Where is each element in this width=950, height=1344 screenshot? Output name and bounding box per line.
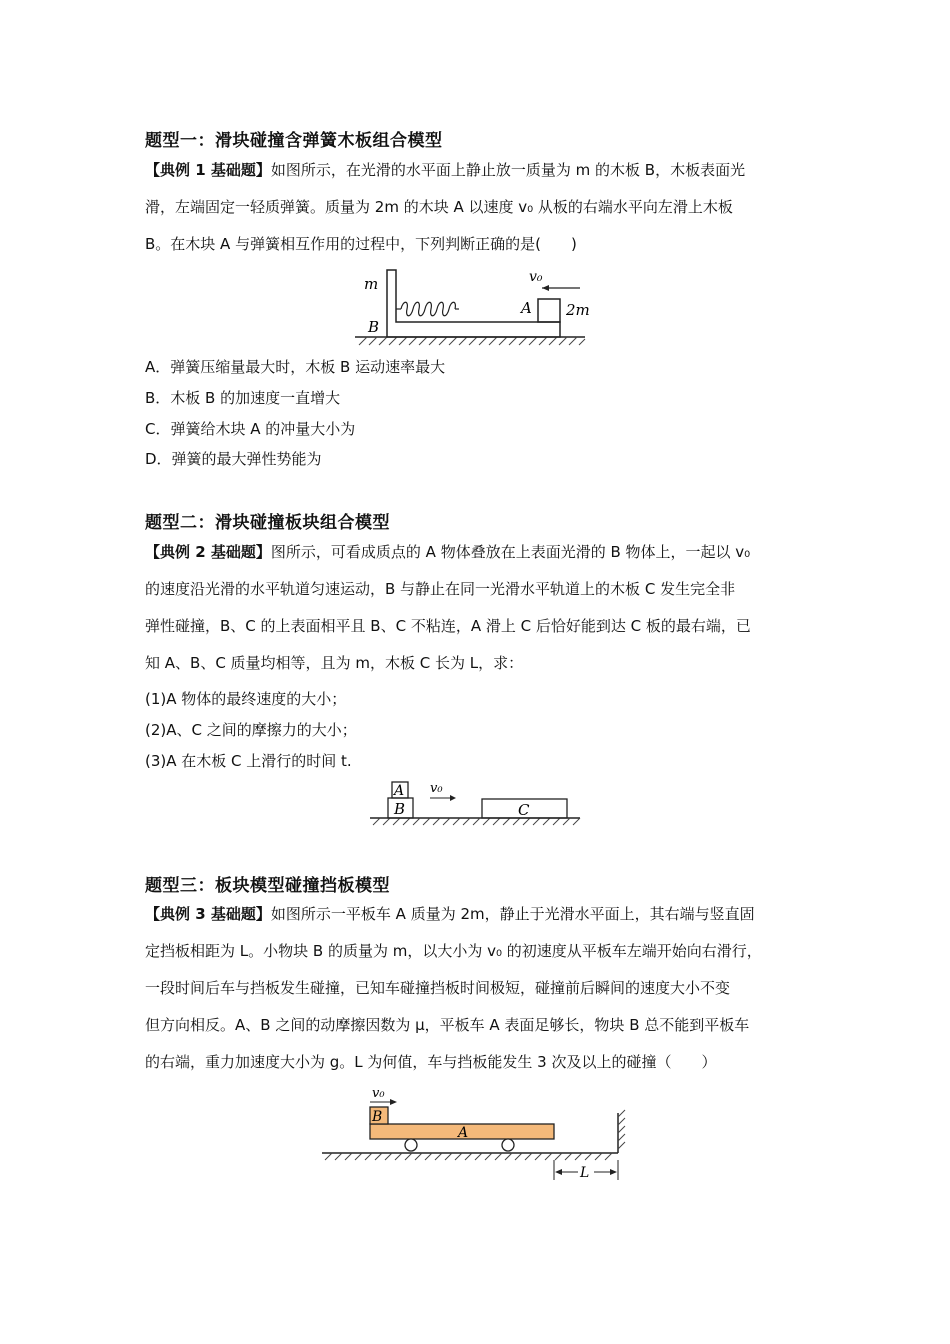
section-1-problem	[145, 152, 745, 263]
problem-2-line-1: 图所示，可看成质点的 A 物体叠放在上表面光滑的 B 物体上，一起以 v₀	[270, 543, 751, 561]
problem-3-line-3: 一段时间后车与挡板发生碰撞，已知车碰撞挡板时间极短，碰撞前后瞬间的速度大小不变	[145, 979, 731, 997]
figure-2-label-A: A	[394, 783, 405, 799]
question-3: (3)A 在木板 C 上滑行的时间 t.	[145, 752, 352, 770]
figure-1-label-B: B	[368, 318, 380, 336]
figure-3-label-A: A	[458, 1125, 469, 1141]
example-3-label: 【典例 3 基础题】	[145, 905, 271, 923]
section-2-questions	[145, 684, 357, 777]
figure-3-label-L: L	[580, 1165, 590, 1181]
problem-3-line-5: 的右端，重力加速度大小为 g。L 为何值，车与挡板能发生 3 次及以上的碰撞（ ）	[145, 1053, 717, 1071]
problem-1-line-1: 如图所示，在光滑的水平面上静止放一质量为 m 的木板 B，木板表面光	[270, 161, 746, 179]
section-3-problem	[145, 896, 762, 1081]
problem-3-line-4: 但方向相反。A、B 之间的动摩擦因数为 μ，平板车 A 表面足够长，物块 B 总不能到平板车	[145, 1016, 750, 1034]
figure-3-cart-wall	[322, 1085, 632, 1185]
option-d: D．弹簧的最大弹性势能为	[145, 450, 322, 468]
section-3-title: 题型三：板块模型碰撞挡板模型	[145, 876, 390, 896]
section-2-title: 题型二：滑块碰撞板块组合模型	[145, 513, 390, 533]
figure-2-label-v0: v₀	[430, 781, 443, 796]
figure-1-label-v0: v₀	[529, 269, 543, 285]
figure-3-label-B: B	[372, 1109, 383, 1125]
option-c: C．弹簧给木块 A 的冲量大小为	[145, 420, 356, 438]
section-1-title: 题型一：滑块碰撞含弹簧木板组合模型	[145, 131, 443, 151]
option-b: B．木板 B 的加速度一直增大	[145, 389, 341, 407]
figure-3-label-v0: v₀	[372, 1086, 385, 1101]
problem-1-line-3: B。在木块 A 与弹簧相互作用的过程中，下列判断正确的是( )	[145, 235, 577, 253]
example-2-label: 【典例 2 基础题】	[145, 543, 271, 561]
figure-2-label-B: B	[394, 800, 406, 818]
figure-2-blocks-board	[370, 778, 585, 830]
figure-1-label-2m: 2m	[566, 301, 590, 319]
problem-2-line-2: 的速度沿光滑的水平轨道匀速运动，B 与静止在同一光滑水平轨道上的木板 C 发生完全非	[145, 580, 736, 598]
problem-2-line-3: 弹性碰撞，B、C 的上表面相平且 B、C 不粘连，A 滑上 C 后恰好能到达 C 板的最右端，已	[145, 617, 751, 635]
figure-1-label-A: A	[521, 299, 532, 317]
problem-3-line-1: 如图所示一平板车 A 质量为 2m，静止于光滑水平面上，其右端与竖直固	[270, 905, 755, 923]
question-1: (1)A 物体的最终速度的大小；	[145, 690, 347, 708]
figure-2-label-C: C	[518, 801, 530, 819]
figure-1-spring-board	[355, 262, 595, 347]
option-a: A．弹簧压缩量最大时，木板 B 运动速率最大	[145, 358, 446, 376]
section-2-problem	[145, 534, 751, 682]
problem-3-line-2: 定挡板相距为 L。小物块 B 的质量为 m，以大小为 v₀ 的初速度从平板车左端开始向右滑行，	[145, 942, 762, 960]
question-2: (2)A、C 之间的摩擦力的大小；	[145, 721, 357, 739]
example-1-label: 【典例 1 基础题】	[145, 161, 271, 179]
problem-2-line-4: 知 A、B、C 质量均相等，且为 m，木板 C 长为 L，求：	[145, 654, 524, 672]
problem-1-line-2: 滑，左端固定一轻质弹簧。质量为 2m 的木块 A 以速度 v₀ 从板的右端水平向左滑上木板	[145, 198, 733, 216]
figure-1-label-m: m	[364, 275, 379, 293]
